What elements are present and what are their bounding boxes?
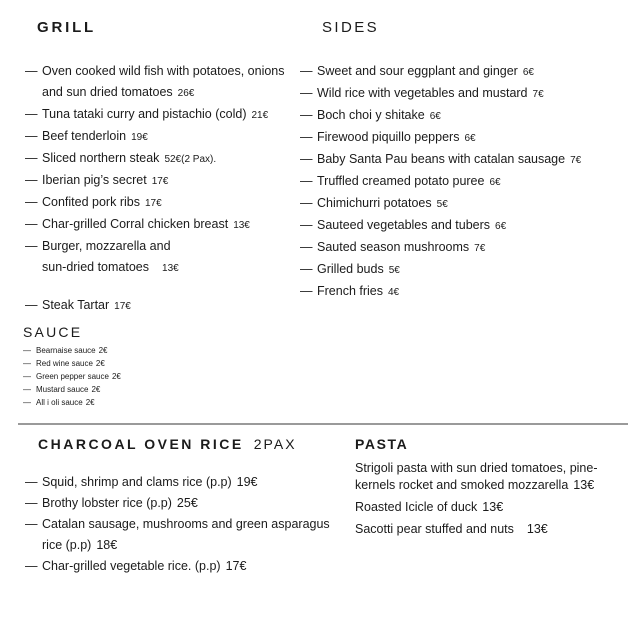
item-name: Truffled creamed potato puree	[317, 174, 485, 188]
item-name: Sweet and sour eggplant and ginger	[317, 64, 518, 78]
menu-item-line	[355, 521, 627, 538]
item-price: 6€	[489, 177, 501, 188]
menu-item	[25, 170, 310, 192]
menu-item	[355, 521, 627, 538]
menu-item	[300, 215, 628, 237]
menu-item	[25, 126, 310, 148]
item-price: 17€	[225, 559, 247, 573]
menu-item	[300, 127, 628, 149]
section-sauce	[23, 324, 308, 409]
item-name: Sauteed vegetables and tubers	[317, 218, 491, 232]
menu-item-line	[25, 556, 357, 577]
dash-bullet-icon: —	[300, 240, 313, 254]
item-price: 2€	[95, 359, 105, 368]
menu-item	[25, 514, 357, 556]
item-price: 17€	[114, 301, 131, 312]
item-name: Brothy lobster rice (p.p)	[42, 496, 172, 510]
menu-item-line	[300, 193, 628, 215]
menu-item	[25, 61, 310, 104]
dash-bullet-icon: —	[300, 218, 313, 232]
menu-item	[25, 236, 310, 279]
menu-item-line	[300, 215, 628, 237]
menu-item	[23, 344, 308, 357]
menu-item	[355, 499, 627, 516]
menu-item-line	[23, 370, 308, 383]
item-price: 2€	[98, 346, 108, 355]
item-price: 52€(2 Pax).	[164, 154, 217, 165]
menu-item-line	[25, 535, 357, 556]
menu-item	[25, 295, 310, 317]
menu-item	[25, 104, 310, 126]
item-name: sun-dried tomatoes	[42, 260, 150, 274]
item-name: Roasted Icicle of duck	[355, 500, 478, 514]
dash-bullet-icon: —	[25, 559, 38, 573]
item-price: 7€	[570, 155, 582, 166]
item-name: Catalan sausage, mushrooms and green asparagus	[42, 517, 330, 531]
dash-bullet-icon: —	[300, 284, 313, 298]
item-price: 13€	[526, 522, 548, 536]
dash-bullet-icon: —	[25, 517, 38, 531]
item-price: 6€	[522, 67, 534, 78]
dash-bullet-icon: —	[23, 359, 31, 368]
dash-bullet-icon: —	[25, 217, 38, 231]
item-name: Confited pork ribs	[42, 195, 140, 209]
dash-bullet-icon: —	[23, 372, 31, 381]
sauce-items	[23, 344, 308, 409]
menu-item-line	[25, 148, 310, 170]
dash-bullet-icon: —	[300, 196, 313, 210]
menu-item	[23, 357, 308, 370]
item-name: Wild rice with vegetables and mustard	[317, 86, 528, 100]
menu-item-line	[25, 514, 357, 535]
item-name: French fries	[317, 284, 383, 298]
dash-bullet-icon: —	[300, 174, 313, 188]
item-price: 2€	[91, 385, 101, 394]
item-name: Strigoli pasta with sun dried tomatoes, pine-	[355, 461, 598, 475]
menu-item-line	[300, 83, 628, 105]
item-price: 21€	[251, 110, 269, 121]
sides-title: SIDES	[322, 19, 380, 36]
sauce-title: SAUCE	[23, 324, 83, 340]
dash-bullet-icon: —	[23, 385, 31, 394]
item-name: Baby Santa Pau beans with catalan sausage	[317, 152, 566, 166]
item-price: 2€	[111, 372, 121, 381]
menu-item	[355, 460, 627, 494]
menu-item-line	[25, 192, 310, 214]
item-price: 17€	[144, 198, 162, 209]
item-name: Char-grilled Corral chicken breast	[42, 217, 229, 231]
item-name: Bearnaise sauce	[36, 346, 96, 355]
menu-item	[300, 105, 628, 127]
dash-bullet-icon: —	[25, 195, 38, 209]
menu-item-line	[25, 295, 310, 317]
menu-item	[25, 556, 357, 577]
item-price: 6€	[429, 111, 441, 122]
dash-bullet-icon: —	[25, 151, 38, 165]
section-divider	[18, 423, 628, 425]
menu-item	[25, 192, 310, 214]
menu-item	[300, 237, 628, 259]
item-name: Green pepper sauce	[36, 372, 109, 381]
item-name: Boch choi y shitake	[317, 108, 425, 122]
grill-items	[25, 61, 310, 317]
item-price: 13€	[233, 220, 250, 231]
menu-item	[300, 259, 628, 281]
menu-item	[25, 148, 310, 170]
item-name: Firewood piquillo peppers	[317, 130, 460, 144]
item-price: 19€	[131, 132, 148, 143]
item-price: 25€	[176, 496, 198, 510]
menu-item-line	[25, 472, 357, 493]
menu-item-line	[23, 357, 308, 370]
item-name: Oven cooked wild fish with potatoes, onions	[42, 64, 285, 78]
item-price: 6€	[464, 133, 476, 144]
item-price: 5€	[436, 199, 448, 210]
item-name: Grilled buds	[317, 262, 384, 276]
menu-item-line	[300, 281, 628, 303]
menu-item-line	[300, 149, 628, 171]
menu-item-line	[300, 127, 628, 149]
menu-item	[23, 383, 308, 396]
item-price: 2€	[85, 398, 95, 407]
rice-title: CHARCOAL OVEN RICE	[38, 436, 244, 452]
dash-bullet-icon: —	[25, 496, 38, 510]
dash-bullet-icon: —	[25, 475, 38, 489]
menu-item-line	[300, 61, 628, 83]
item-name: kernels rocket and smoked mozzarella	[355, 478, 569, 492]
section-sides	[300, 20, 628, 303]
item-price: 26€	[177, 88, 195, 99]
menu-item	[300, 61, 628, 83]
rice-title-row	[38, 436, 357, 452]
menu-item-line	[23, 383, 308, 396]
menu-item	[25, 493, 357, 514]
menu-item-line	[355, 477, 627, 494]
section-pasta	[355, 436, 627, 543]
dash-bullet-icon: —	[300, 86, 313, 100]
menu-item-line	[300, 237, 628, 259]
menu-item	[23, 370, 308, 383]
item-name: Beef tenderloin	[42, 129, 127, 143]
dash-bullet-icon: —	[300, 130, 313, 144]
item-name: and sun dried tomatoes	[42, 85, 173, 99]
grill-title: GRILL	[37, 19, 96, 36]
item-price: 19€	[236, 475, 258, 489]
section-grill	[25, 20, 310, 317]
menu-item-line	[23, 344, 308, 357]
item-price: 18€	[96, 538, 118, 552]
item-name: Chimichurri potatoes	[317, 196, 432, 210]
item-price: 4€	[388, 287, 400, 298]
menu-item-line	[300, 105, 628, 127]
menu-item-line	[355, 460, 627, 477]
item-price: 17€	[151, 176, 169, 187]
menu-item-line	[300, 171, 628, 193]
item-name: Sliced northern steak	[42, 151, 160, 165]
rice-pax-label: 2PAX	[253, 436, 297, 452]
menu-item-line	[25, 257, 310, 279]
item-name: Burger, mozzarella and	[42, 239, 171, 253]
item-name: rice (p.p)	[42, 538, 92, 552]
item-name: Sacotti pear stuffed and nuts	[355, 522, 514, 536]
section-charcoal-oven-rice	[25, 436, 357, 577]
menu-item-line	[300, 259, 628, 281]
item-name: Sauted season mushrooms	[317, 240, 470, 254]
item-name: Iberian pig’s secret	[42, 173, 147, 187]
item-name: Red wine sauce	[36, 359, 93, 368]
dash-bullet-icon: —	[25, 298, 38, 312]
menu-item	[300, 281, 628, 303]
dash-bullet-icon: —	[25, 107, 38, 121]
item-name: Tuna tataki curry and pistachio (cold)	[42, 107, 247, 121]
dash-bullet-icon: —	[23, 346, 31, 355]
menu-item-line	[25, 126, 310, 148]
dash-bullet-icon: —	[25, 129, 38, 143]
dash-bullet-icon: —	[300, 108, 313, 122]
menu-item-line	[25, 104, 310, 126]
item-name: Char-grilled vegetable rice. (p.p)	[42, 559, 221, 573]
menu-item-line	[25, 493, 357, 514]
item-name: Mustard sauce	[36, 385, 89, 394]
dash-bullet-icon: —	[25, 64, 38, 78]
menu-item-line	[25, 170, 310, 192]
menu-item-line	[25, 61, 310, 82]
item-name: Steak Tartar	[42, 298, 110, 312]
item-price: 13€	[573, 478, 595, 492]
dash-bullet-icon: —	[300, 152, 313, 166]
dash-bullet-icon: —	[25, 173, 38, 187]
item-price: 6€	[495, 221, 507, 232]
menu-item	[23, 396, 308, 409]
menu-item-line	[23, 396, 308, 409]
item-price: 5€	[388, 265, 400, 276]
menu-item	[300, 149, 628, 171]
dash-bullet-icon: —	[23, 398, 31, 407]
item-name: Squid, shrimp and clams rice (p.p)	[42, 475, 232, 489]
menu-item	[25, 214, 310, 236]
menu-item-line	[355, 499, 627, 516]
dash-bullet-icon: —	[300, 64, 313, 78]
item-price: 7€	[474, 243, 486, 254]
pasta-title: PASTA	[355, 436, 409, 452]
item-name: All i oli sauce	[36, 398, 83, 407]
sides-items	[300, 61, 628, 303]
menu-item	[300, 83, 628, 105]
dash-bullet-icon: —	[25, 239, 38, 253]
menu-item-line	[25, 214, 310, 236]
pasta-items	[355, 460, 627, 538]
menu-item	[25, 472, 357, 493]
menu-item-line	[25, 82, 310, 104]
item-price: 13€	[162, 263, 179, 274]
menu-item	[300, 171, 628, 193]
item-price: 7€	[532, 89, 544, 100]
menu-item-line	[25, 236, 310, 257]
rice-items	[25, 472, 357, 577]
item-price: 13€	[482, 500, 504, 514]
dash-bullet-icon: —	[300, 262, 313, 276]
menu-item	[300, 193, 628, 215]
